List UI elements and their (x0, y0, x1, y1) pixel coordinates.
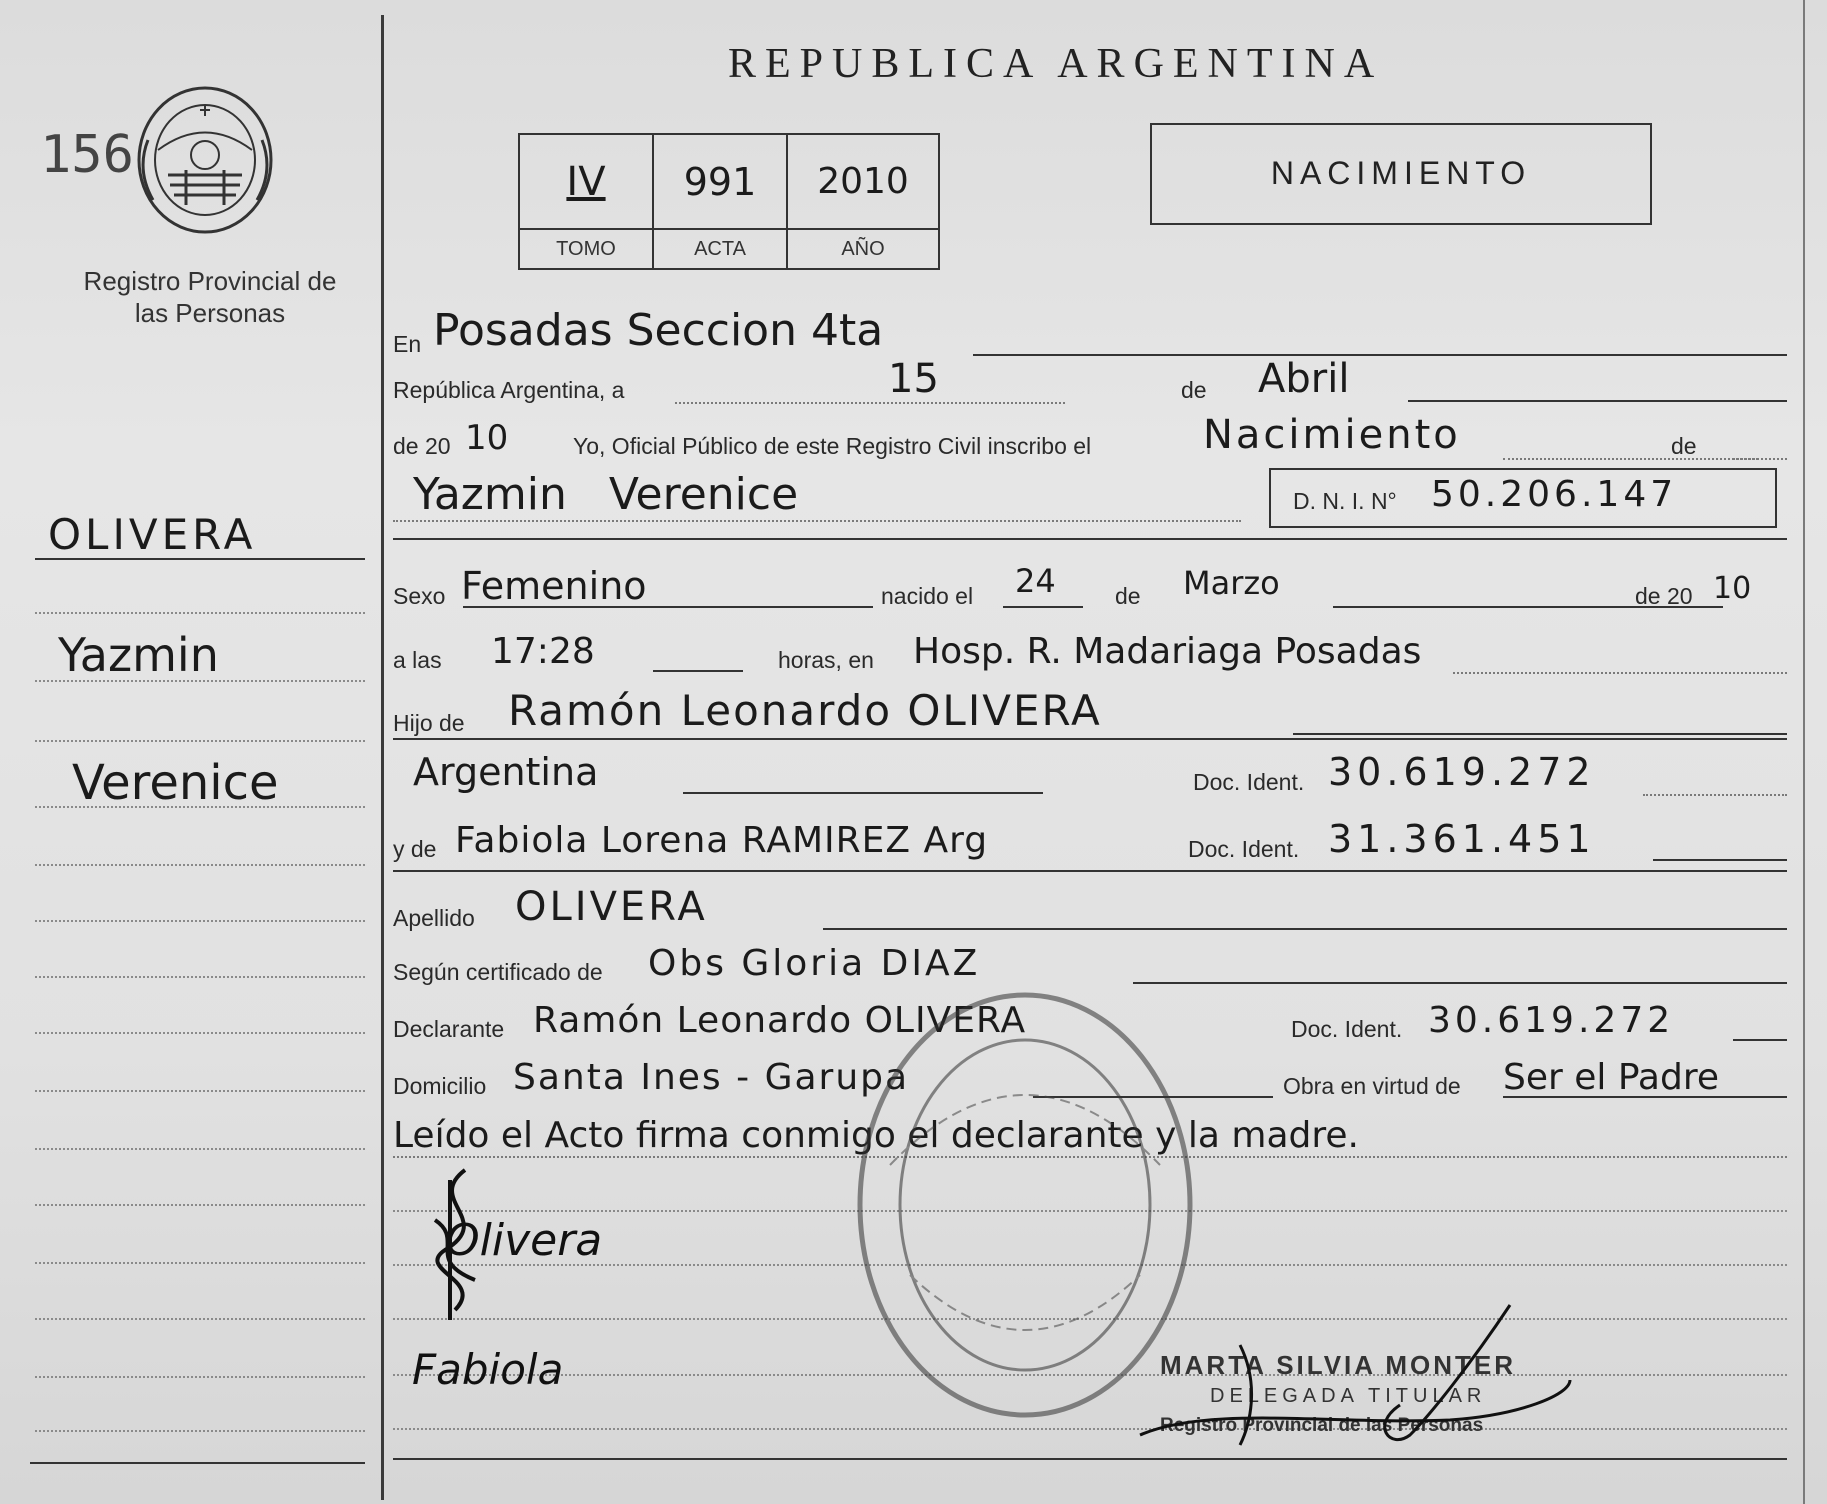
day-dots (675, 402, 1065, 404)
tomo-acta-anio-box (518, 133, 940, 270)
folio-number: 156 (40, 125, 134, 185)
margin-line (35, 1032, 365, 1034)
inscription-value: Nacimiento (1203, 412, 1461, 458)
segun-label: Según certificado de (393, 959, 603, 985)
closing-text: Leído el Acto firma conmigo el declarante y la madre. (393, 1115, 1359, 1156)
month-line (1408, 400, 1787, 402)
mother-value: Fabiola Lorena RAMIREZ Arg (455, 820, 989, 861)
row-mother (393, 817, 1787, 871)
names-dots (393, 520, 1241, 522)
provincial-seal-icon (128, 80, 283, 240)
official-title: DELEGADA TITULAR (1210, 1385, 1487, 1407)
margin-surname: OLIVERA (48, 510, 257, 559)
acta-value: 991 (653, 134, 787, 229)
registry-name: Registro Provincial de las Personas (83, 266, 337, 328)
margin-line (35, 1090, 365, 1092)
en-label: En (393, 331, 422, 357)
sexo-label: Sexo (393, 583, 446, 609)
horas-label: horas, en (778, 647, 874, 673)
obra-line (1503, 1096, 1787, 1098)
declarante-doc-value: 30.619.272 (1428, 1000, 1675, 1041)
birth-day-line (1003, 606, 1083, 608)
mother-doc-value: 31.361.451 (1328, 817, 1596, 861)
sexo-line (463, 606, 873, 608)
margin-bottom-line (30, 1462, 365, 1464)
row-time-place (393, 631, 1787, 682)
de-label: de (1181, 377, 1207, 403)
mother-doc-line (1653, 859, 1787, 861)
domicilio-label: Domicilio (393, 1073, 487, 1099)
father-doc-dots (1643, 794, 1787, 796)
father-nat-value: Argentina (413, 750, 599, 794)
inscription-dots (1503, 458, 1758, 460)
row-names (393, 469, 1787, 530)
father-doc-value: 30.619.272 (1328, 750, 1596, 794)
acta-label: ACTA (653, 229, 787, 269)
day-value: 15 (888, 356, 939, 402)
birth-place-value: Hosp. R. Madariaga Posadas (913, 631, 1422, 672)
apellido-label: Apellido (393, 905, 475, 931)
de20-label-2: de 20 (1635, 583, 1693, 609)
dni-box (1269, 468, 1777, 528)
hour-value: 17:28 (491, 631, 595, 672)
certificate-value: Obs Gloria DIAZ (648, 943, 981, 984)
sexo-value: Femenino (461, 564, 647, 608)
margin-second-name: Verenice (72, 755, 279, 811)
certificate-line (1133, 982, 1787, 984)
country-title: REPUBLICA ARGENTINA (728, 41, 1384, 87)
mother-rule (393, 870, 1787, 872)
margin-first-name: Yazmin (58, 628, 219, 682)
declarante-label: Declarante (393, 1016, 505, 1042)
hour-line (653, 670, 743, 672)
margin-line (35, 1318, 365, 1320)
act-type-box (1150, 123, 1652, 225)
margin-line (35, 680, 365, 682)
bottom-rule (393, 1458, 1787, 1460)
birth-year-suffix: 10 (1713, 571, 1752, 606)
apellido-value: OLIVERA (515, 884, 708, 930)
declarante-value: Ramón Leonardo OLIVERA (533, 1000, 1027, 1041)
place-line (973, 354, 1787, 356)
row-date (393, 356, 1787, 412)
anio-label: AÑO (787, 229, 939, 269)
yde-label: y de (393, 836, 437, 862)
declarante-doc-line (1733, 1039, 1787, 1041)
apellido-line (823, 928, 1787, 930)
margin-line (35, 1430, 365, 1432)
signature-declarant: Olivera (445, 1215, 603, 1266)
birth-month-value: Marzo (1183, 564, 1280, 602)
de-dots (1733, 458, 1787, 460)
row-inscription (393, 412, 1787, 468)
names-value: Yazmin Verenice (413, 469, 799, 520)
obra-value: Ser el Padre (1503, 1057, 1719, 1098)
margin-line (35, 1376, 365, 1378)
margin-line (35, 612, 365, 614)
dni-value: 50.206.147 (1431, 474, 1678, 515)
father-value: Ramón Leonardo OLIVERA (508, 686, 1102, 735)
anio-value: 2010 (787, 134, 939, 229)
republica-label: República Argentina, a (393, 377, 625, 403)
official-name: MARTA SILVIA MONTER (1160, 1350, 1516, 1380)
tomo-label: TOMO (519, 229, 653, 269)
margin-line (35, 976, 365, 978)
margin-line (35, 920, 365, 922)
act-type-label: NACIMIENTO (1270, 155, 1532, 191)
doc-ident-label-3: Doc. Ident. (1291, 1016, 1403, 1042)
hijo-label: Hijo de (393, 710, 465, 736)
father-nat-line (683, 792, 1043, 794)
signature-scribble-icon (405, 1160, 525, 1330)
margin-divider (381, 15, 384, 1500)
signature-mother: Fabiola (412, 1345, 564, 1394)
margin-line (35, 1148, 365, 1150)
row-place (393, 305, 1787, 366)
de-label-3: de (1115, 583, 1141, 609)
official-office: Registro Provincial de las Personas (1160, 1415, 1484, 1436)
obra-label: Obra en virtud de (1283, 1073, 1461, 1099)
row-surname (393, 884, 1787, 940)
margin-line (35, 1262, 365, 1264)
de-label-2: de (1671, 433, 1697, 459)
margin-line (35, 864, 365, 866)
doc-ident-label: Doc. Ident. (1193, 769, 1305, 795)
right-edge-line (1803, 0, 1805, 1504)
birth-day-value: 24 (1015, 562, 1056, 600)
year-suffix: 10 (465, 418, 509, 458)
names-rule (393, 538, 1787, 540)
margin-line (35, 806, 365, 808)
birth-place-dots (1453, 672, 1787, 674)
de20-label: de 20 (393, 433, 451, 459)
doc-ident-label-2: Doc. Ident. (1188, 836, 1300, 862)
father-line (1293, 733, 1787, 735)
margin-line (35, 740, 365, 742)
nacido-label: nacido el (881, 583, 974, 609)
yo-label: Yo, Oficial Público de este Registro Civil inscribo el (573, 433, 1092, 459)
father-rule (393, 738, 1787, 740)
official-signature-icon (1130, 1285, 1590, 1455)
month-value: Abril (1258, 356, 1350, 402)
row-sex-birth (393, 562, 1787, 618)
margin-line (35, 1204, 365, 1206)
place-value: Posadas Seccion 4ta (433, 305, 884, 356)
row-father-doc (393, 750, 1787, 804)
dni-label: D. N. I. N° (1293, 488, 1397, 514)
alas-label: a las (393, 647, 442, 673)
tomo-value: IV (519, 134, 653, 229)
domicilio-value: Santa Ines - Garupa (513, 1057, 910, 1098)
margin-line (35, 558, 365, 560)
